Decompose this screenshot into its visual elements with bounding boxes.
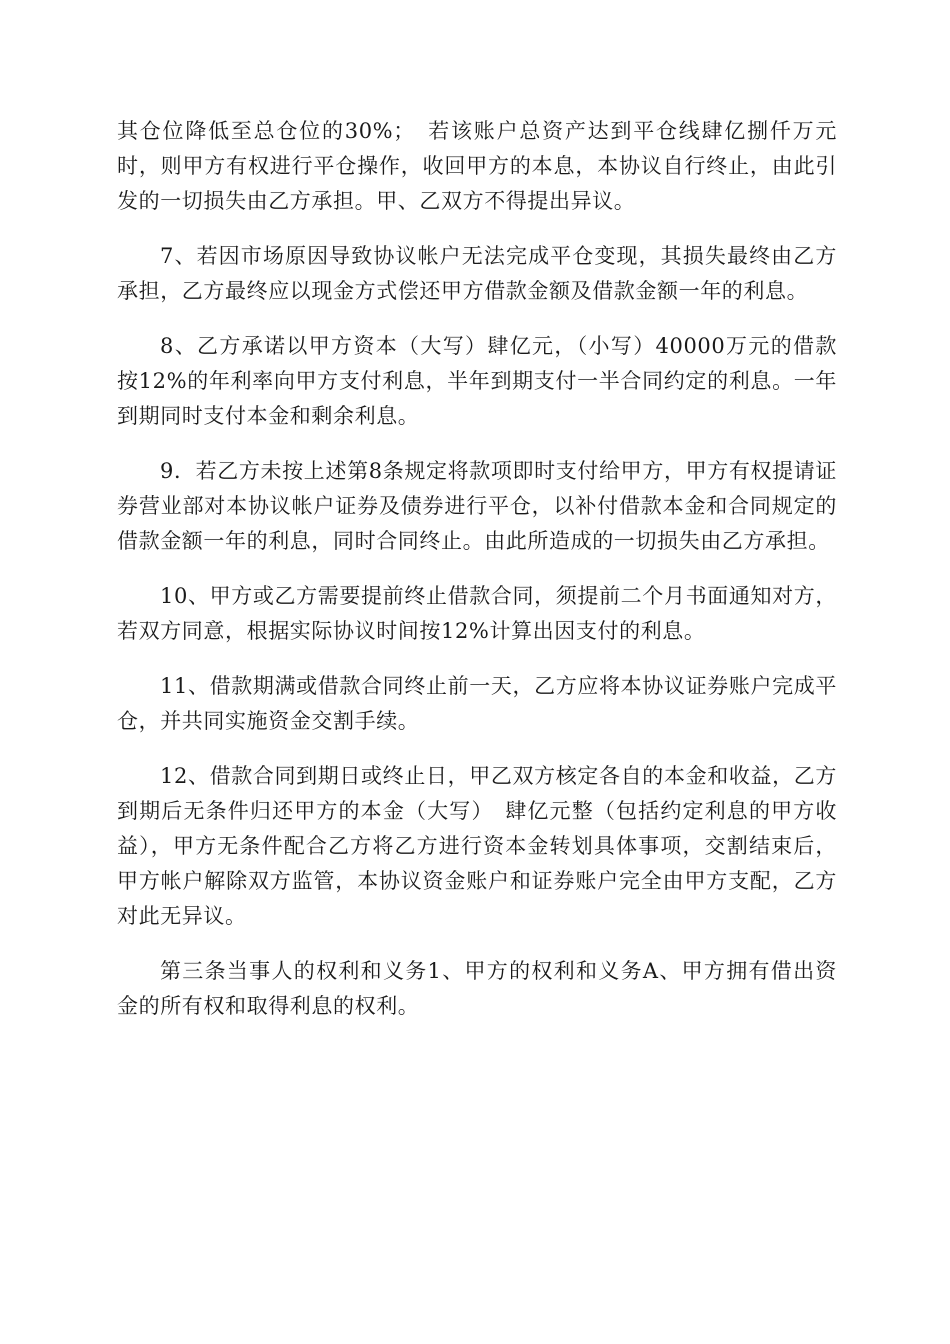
paragraph-clause-12: 12、借款合同到期日或终止日，甲乙双方核定各自的本金和收益，乙方到期后无条件归还甲方的本金（大写） 肆亿元整（包括约定利息的甲方收益），甲方无条件配合乙方将乙方进行资本金转划具体事项，交割结束后，甲方帐户解除双方监管，本协议资金账户和证券账户完全由甲方支配，乙方对此无异议。 [117,764,837,928]
paragraph-article-3: 第三条当事人的权利和义务1、甲方的权利和义务A、甲方拥有借出资金的所有权和取得利息的权利。 [117,959,837,1018]
document-body [117,114,837,1044]
paragraph-clause-11: 11、借款期满或借款合同终止前一天，乙方应将本协议证券账户完成平仓，并共同实施资金交割手续。 [117,674,837,733]
paragraph-clause-10: 10、甲方或乙方需要提前终止借款合同，须提前二个月书面通知对方，若双方同意，根据实际协议时间按12%计算出因支付的利息。 [117,584,837,643]
paragraph-clause-9: 9．若乙方未按上述第8条规定将款项即时支付给甲方，甲方有权提请证券营业部对本协议帐户证券及债券进行平仓，以补付借款本金和合同规定的借款金额一年的利息，同时合同终止。由此所造成的一切损失由乙方承担。 [117,459,837,553]
paragraph-continuation: 其仓位降低至总仓位的30%； 若该账户总资产达到平仓线肆亿捌仟万元时，则甲方有权进行平仓操作，收回甲方的本息，本协议自行终止，由此引发的一切损失由乙方承担。甲、乙双方不得提出异议。 [117,119,837,213]
paragraph-clause-7: 7、若因市场原因导致协议帐户无法完成平仓变现，其损失最终由乙方承担，乙方最终应以现金方式偿还甲方借款金额及借款金额一年的利息。 [117,244,837,303]
paragraph-clause-8: 8、乙方承诺以甲方资本（大写）肆亿元，（小写）40000万元的借款按12%的年利率向甲方支付利息，半年到期支付一半合同约定的利息。一年到期同时支付本金和剩余利息。 [117,334,837,428]
